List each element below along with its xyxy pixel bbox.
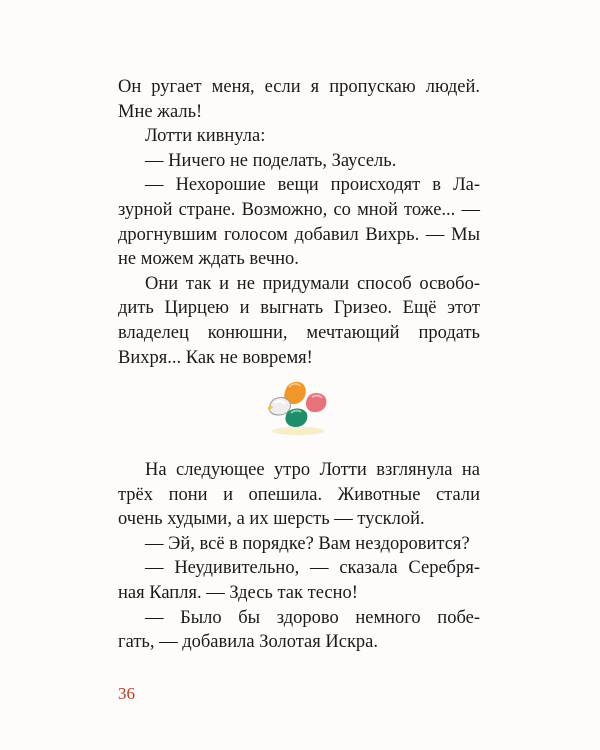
text-section-2 — [118, 458, 480, 655]
text-line: Они так и не придумали способ освобо- — [145, 273, 480, 294]
colored-gems-ornament-icon — [258, 377, 338, 437]
text-line: трёх пони и опешила. Животные стали — [118, 484, 480, 505]
text-line: гать, — добавила Золотая Искра. — [118, 632, 379, 653]
text-line: — Неудивительно, — сказала Серебря- — [145, 558, 480, 579]
text-line: очень худыми, а их шерсть — тусклой. — [118, 509, 425, 530]
text-line: зурной стране. Возможно, со мной тоже... — — [118, 199, 480, 220]
text-line: владелец конюшни, мечтающий продать — [118, 322, 480, 343]
text-line: дрогнувшим голосом добавил Вихрь. — Мы — [118, 224, 480, 245]
text-line: — Ничего не поделать, Заусель. — [145, 150, 397, 171]
text-line: Вихря... Как не вовремя! — [118, 347, 313, 368]
text-section-1 — [118, 75, 480, 370]
text-line: Мне жаль! — [118, 101, 203, 122]
text-line: — Эй, всё в порядке? Вам нездоровится? — [145, 533, 470, 554]
text-line: ная Капля. — Здесь так тесно! — [118, 582, 358, 603]
text-line: — Нехорошие вещи происходят в Ла- — [145, 175, 480, 196]
page-number: 36 — [118, 684, 135, 703]
text-line: Он ругает меня, если я пропускаю людей. — [118, 77, 480, 97]
text-line: дить Цирцею и выгнать Гризео. Ещё этот — [118, 298, 480, 319]
text-line: — Было бы здорово немного побе- — [145, 607, 480, 628]
text-line: На следующее утро Лотти взглянула на — [145, 460, 480, 480]
text-line: не можем ждать вечно. — [118, 249, 299, 270]
text-line: Лотти кивнула: — [145, 126, 266, 147]
